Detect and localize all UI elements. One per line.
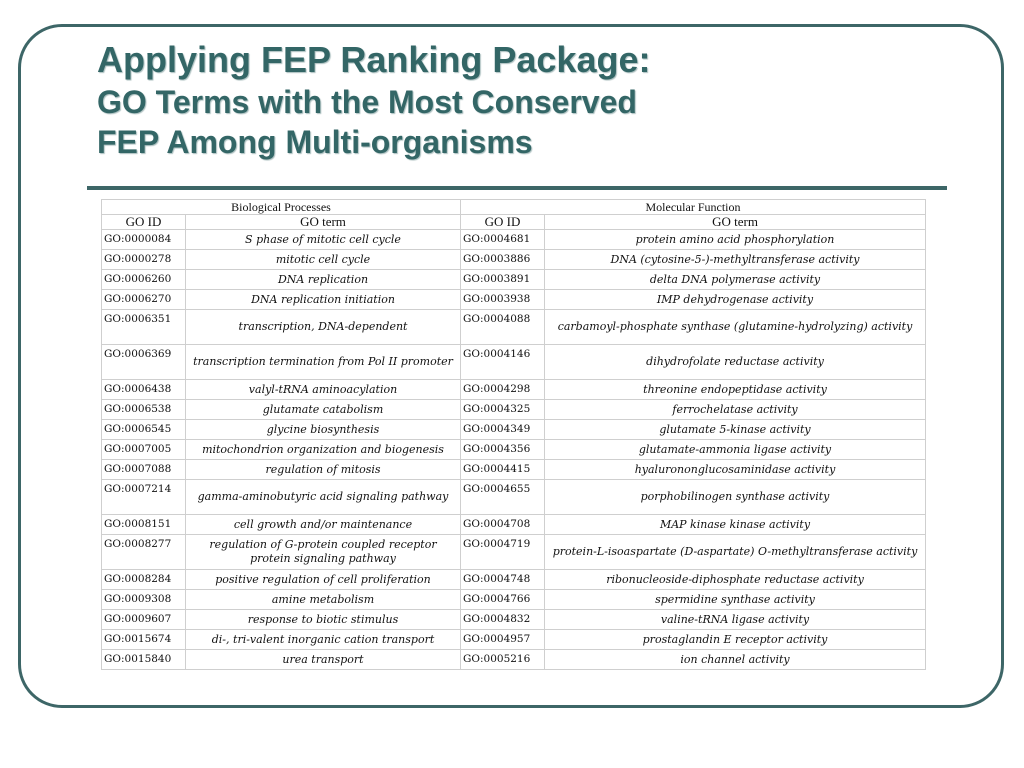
mf-go-id: GO:0004088 — [461, 310, 545, 345]
bp-go-id: GO:0006545 — [102, 420, 186, 440]
mf-go-term: glutamate 5-kinase activity — [545, 420, 926, 440]
group-biological-processes: Biological Processes — [102, 200, 461, 215]
bp-go-term: urea transport — [186, 650, 461, 670]
bp-go-term: response to biotic stimulus — [186, 610, 461, 630]
bp-go-term: transcription, DNA-dependent — [186, 310, 461, 345]
mf-go-term: delta DNA polymerase activity — [545, 270, 926, 290]
table-row — [102, 420, 926, 440]
table-row — [102, 610, 926, 630]
mf-go-term: valine-tRNA ligase activity — [545, 610, 926, 630]
bp-go-term: transcription termination from Pol II promoter — [186, 345, 461, 380]
bp-go-term: DNA replication — [186, 270, 461, 290]
mf-go-term: prostaglandin E receptor activity — [545, 630, 926, 650]
mf-go-term: spermidine synthase activity — [545, 590, 926, 610]
table-row — [102, 310, 926, 345]
title-line-1: Applying FEP Ranking Package: — [97, 39, 651, 80]
bp-go-id: GO:0009308 — [102, 590, 186, 610]
mf-go-term: glutamate-ammonia ligase activity — [545, 440, 926, 460]
bp-go-term: S phase of mitotic cell cycle — [186, 230, 461, 250]
col-header-bp-id: GO ID — [102, 215, 186, 230]
table-row — [102, 270, 926, 290]
mf-go-id: GO:0003938 — [461, 290, 545, 310]
mf-go-term: dihydrofolate reductase activity — [545, 345, 926, 380]
title-line-3: FEP Among Multi-organisms — [97, 124, 533, 160]
bp-go-term: cell growth and/or maintenance — [186, 515, 461, 535]
group-header-row — [102, 200, 926, 215]
mf-go-term: porphobilinogen synthase activity — [545, 480, 926, 515]
mf-go-term: carbamoyl-phosphate synthase (glutamine-hydrolyzing) activity — [545, 310, 926, 345]
mf-go-id: GO:0005216 — [461, 650, 545, 670]
bp-go-term: mitotic cell cycle — [186, 250, 461, 270]
table-row — [102, 630, 926, 650]
mf-go-id: GO:0004325 — [461, 400, 545, 420]
bp-go-id: GO:0007088 — [102, 460, 186, 480]
table-row — [102, 480, 926, 515]
bp-go-id: GO:0015840 — [102, 650, 186, 670]
bp-go-term: regulation of G-protein coupled receptor protein signaling pathway — [186, 535, 461, 570]
bp-go-term: glutamate catabolism — [186, 400, 461, 420]
table-row — [102, 345, 926, 380]
bp-go-id: GO:0000084 — [102, 230, 186, 250]
bp-go-id: GO:0007005 — [102, 440, 186, 460]
table-row — [102, 230, 926, 250]
table-row — [102, 400, 926, 420]
col-header-mf-term: GO term — [545, 215, 926, 230]
bp-go-id: GO:0007214 — [102, 480, 186, 515]
bp-go-term: glycine biosynthesis — [186, 420, 461, 440]
bp-go-id: GO:0006351 — [102, 310, 186, 345]
bp-go-id: GO:0008151 — [102, 515, 186, 535]
mf-go-term: protein-L-isoaspartate (D-aspartate) O-methyltransferase activity — [545, 535, 926, 570]
mf-go-id: GO:0004708 — [461, 515, 545, 535]
table-row — [102, 570, 926, 590]
table-row — [102, 440, 926, 460]
col-header-bp-term: GO term — [186, 215, 461, 230]
col-header-mf-id: GO ID — [461, 215, 545, 230]
mf-go-id: GO:0004146 — [461, 345, 545, 380]
mf-go-id: GO:0004719 — [461, 535, 545, 570]
bp-go-id: GO:0006438 — [102, 380, 186, 400]
mf-go-term: IMP dehydrogenase activity — [545, 290, 926, 310]
bp-go-term: valyl-tRNA aminoacylation — [186, 380, 461, 400]
mf-go-term: DNA (cytosine-5-)-methyltransferase activity — [545, 250, 926, 270]
bp-go-id: GO:0008284 — [102, 570, 186, 590]
bp-go-id: GO:0006270 — [102, 290, 186, 310]
mf-go-term: MAP kinase kinase activity — [545, 515, 926, 535]
mf-go-term: ribonucleoside-diphosphate reductase activity — [545, 570, 926, 590]
bp-go-id: GO:0009607 — [102, 610, 186, 630]
bp-go-term: DNA replication initiation — [186, 290, 461, 310]
mf-go-id: GO:0004349 — [461, 420, 545, 440]
mf-go-id: GO:0004957 — [461, 630, 545, 650]
mf-go-id: GO:0003891 — [461, 270, 545, 290]
table-row — [102, 250, 926, 270]
mf-go-term: protein amino acid phosphorylation — [545, 230, 926, 250]
mf-go-id: GO:0004655 — [461, 480, 545, 515]
go-terms-table — [101, 199, 926, 670]
title-divider — [87, 186, 947, 190]
mf-go-term: threonine endopeptidase activity — [545, 380, 926, 400]
bp-go-term: positive regulation of cell proliferation — [186, 570, 461, 590]
mf-go-id: GO:0004832 — [461, 610, 545, 630]
bp-go-id: GO:0000278 — [102, 250, 186, 270]
bp-go-term: regulation of mitosis — [186, 460, 461, 480]
mf-go-id: GO:0004298 — [461, 380, 545, 400]
mf-go-id: GO:0004766 — [461, 590, 545, 610]
column-header-row — [102, 215, 926, 230]
bp-go-id: GO:0008277 — [102, 535, 186, 570]
bp-go-id: GO:0015674 — [102, 630, 186, 650]
bp-go-term: di-, tri-valent inorganic cation transport — [186, 630, 461, 650]
table-row — [102, 460, 926, 480]
bp-go-id: GO:0006260 — [102, 270, 186, 290]
title-line-2: GO Terms with the Most Conserved — [97, 84, 637, 120]
slide-title — [97, 38, 650, 162]
mf-go-id: GO:0004748 — [461, 570, 545, 590]
table-row — [102, 650, 926, 670]
table-row — [102, 535, 926, 570]
mf-go-id: GO:0003886 — [461, 250, 545, 270]
mf-go-term: hyalurononglucosaminidase activity — [545, 460, 926, 480]
mf-go-id: GO:0004356 — [461, 440, 545, 460]
table-row — [102, 515, 926, 535]
mf-go-id: GO:0004415 — [461, 460, 545, 480]
bp-go-term: amine metabolism — [186, 590, 461, 610]
table-row — [102, 590, 926, 610]
bp-go-id: GO:0006369 — [102, 345, 186, 380]
group-molecular-function: Molecular Function — [461, 200, 926, 215]
mf-go-id: GO:0004681 — [461, 230, 545, 250]
mf-go-term: ion channel activity — [545, 650, 926, 670]
bp-go-term: gamma-aminobutyric acid signaling pathway — [186, 480, 461, 515]
bp-go-term: mitochondrion organization and biogenesis — [186, 440, 461, 460]
mf-go-term: ferrochelatase activity — [545, 400, 926, 420]
table-row — [102, 290, 926, 310]
table-row — [102, 380, 926, 400]
bp-go-id: GO:0006538 — [102, 400, 186, 420]
